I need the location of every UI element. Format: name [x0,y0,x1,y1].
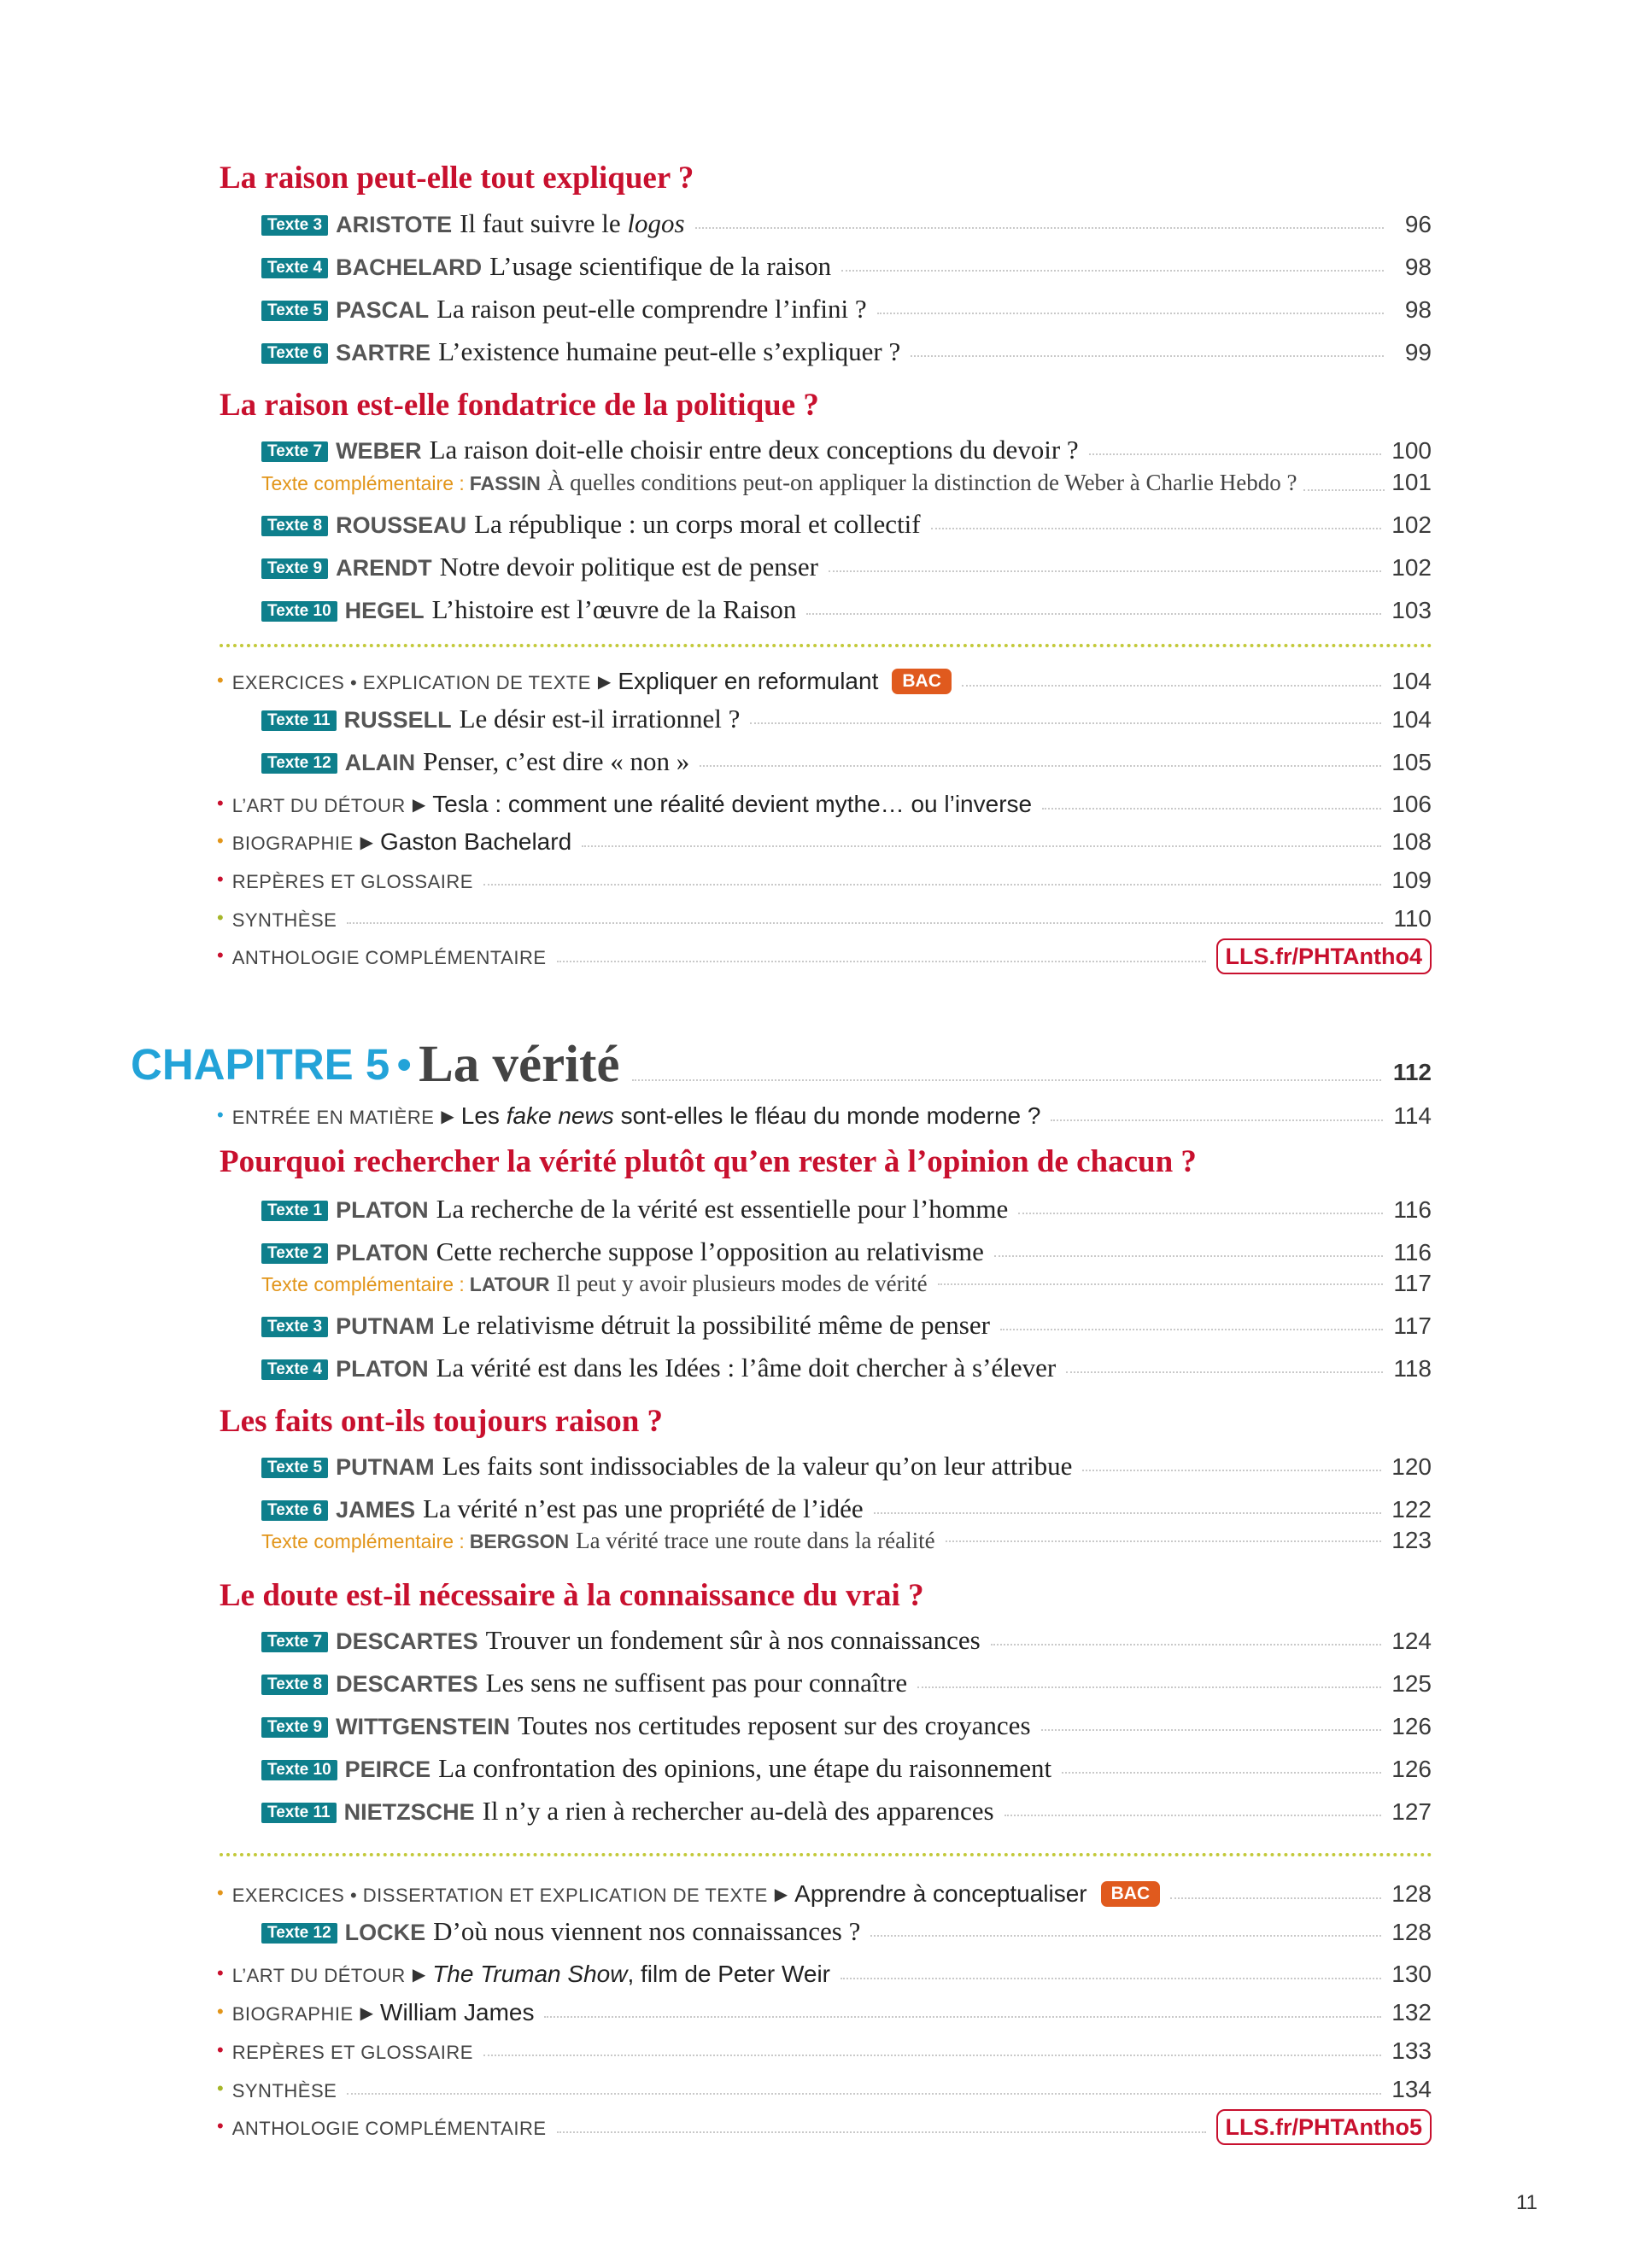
leader-dots [911,355,1384,357]
text-tag: Texte 11 [261,1803,337,1823]
page-number: 122 [1391,1496,1432,1523]
text-tag: Texte 3 [261,215,328,236]
entry-title: Il peut y avoir plusieurs modes de vérité [556,1271,928,1296]
entry-title: Notre devoir politique est de penser [439,552,818,582]
page-number: 109 [1391,867,1432,893]
separator-dotted [220,644,1432,647]
entry-title: La raison peut-elle comprendre l’infini ? [436,294,867,324]
text-tag: Texte 11 [261,710,337,731]
leader-dots [962,685,1381,687]
page-number: 127 [1391,1798,1432,1825]
entry-title: Il faut suivre le logos [460,208,685,238]
leader-dots [632,1079,1381,1081]
toc-entry[interactable] [261,248,1432,285]
leader-dots [1170,1897,1381,1899]
author: ARISTOTE [336,212,453,237]
page-number: 99 [1404,339,1432,365]
toc-entry[interactable] [261,1349,1432,1387]
category-label: SYNTHÈSE [231,2080,337,2101]
author: ROUSSEAU [336,512,467,538]
page-number: 123 [1391,1527,1432,1553]
arrow-right-icon: ▶ [774,1884,788,1904]
author: PLATON [336,1197,429,1223]
author: PEIRCE [344,1757,431,1782]
text-tag: Texte 4 [261,258,328,278]
author: SARTRE [336,340,431,365]
page-number: 132 [1391,1999,1432,2025]
text-tag: Texte 10 [261,1760,337,1780]
category-label: L’ART DU DÉTOUR [231,1965,406,1986]
section-title: Pourquoi rechercher la vérité plutôt qu’en rester à l’opinion de chacun ? [220,1144,1197,1179]
author: BERGSON [469,1530,570,1552]
bullet: • [217,2001,224,2022]
toc-entry[interactable] [261,333,1432,371]
page-number: 116 [1393,1196,1432,1223]
section-title: Le doute est-il nécessaire à la connaissance du vrai ? [220,1578,924,1613]
toc-art-du-detour[interactable] [217,1955,1432,1993]
bullet: • [217,2039,224,2060]
toc-reperes[interactable] [217,862,1432,899]
page-number: 98 [1404,254,1432,280]
toc-synthese[interactable] [217,2071,1432,2108]
toc-synthese[interactable] [217,900,1432,938]
page-number: 105 [1391,749,1432,775]
page-number: 120 [1391,1453,1432,1480]
toc-anthologie[interactable] [217,2109,1432,2147]
text-tag: Texte 12 [261,753,337,774]
chapter-heading[interactable] [131,1032,1432,1095]
toc-entry[interactable] [261,548,1432,586]
category-label: REPÈRES ET GLOSSAIRE [231,2042,473,2063]
bac-badge: BAC [892,669,952,694]
author: LATOUR [469,1273,550,1295]
bullet: • [217,1882,224,1903]
toc-reperes[interactable] [217,2032,1432,2070]
complementary-label: Texte complémentaire : [261,1530,465,1552]
entry-title: The Truman Show, film de Peter Weir [432,1961,831,1987]
bullet: • [217,2115,224,2136]
bullet: • [217,1104,224,1125]
entry-title: La raison doit-elle choisir entre deux conceptions du devoir ? [429,435,1079,465]
author: PLATON [336,1240,429,1266]
page-number: 117 [1393,1270,1432,1296]
author: WEBER [336,438,422,464]
category-label: L’ART DU DÉTOUR [231,795,406,816]
leader-dots [557,961,1206,962]
author: FASSIN [469,472,541,494]
page-number: 130 [1391,1961,1432,1987]
bullet: • [217,669,224,691]
page-number: 117 [1393,1312,1432,1339]
leader-dots [1042,808,1381,810]
leader-dots [874,1512,1382,1514]
page-number: 133 [1391,2037,1432,2064]
leader-dots [1041,1729,1382,1731]
toc-exercices[interactable] [217,1875,1432,1913]
text-tag: Texte 8 [261,516,328,536]
toc-entry-complementary[interactable] [261,1268,1432,1299]
text-tag: Texte 2 [261,1243,328,1264]
toc-exercices[interactable] [217,663,1432,700]
leader-dots [1000,1329,1383,1330]
toc-entry[interactable] [261,1750,1432,1787]
bullet: • [217,2078,224,2099]
text-tag: Texte 3 [261,1317,328,1337]
entry-title: Le relativisme détruit la possibilité même de penser [442,1310,990,1340]
separator-dotted [220,1853,1432,1856]
toc-anthologie[interactable] [217,938,1432,976]
page-number: 126 [1391,1713,1432,1739]
text-tag: Texte 7 [261,441,328,462]
leader-dots [1082,1470,1381,1471]
page-number: 112 [1392,1059,1432,1085]
toc-entry[interactable] [261,591,1432,628]
leader-dots [695,227,1384,229]
author: PUTNAM [336,1454,435,1480]
entry-title: Les faits sont indissociables de la valeur qu’on leur attribue [442,1451,1073,1481]
text-tag: Texte 10 [261,601,337,622]
arrow-right-icon: ▶ [597,671,612,692]
toc-entry[interactable] [261,1913,1432,1950]
author: LOCKE [344,1920,426,1945]
page-number: 100 [1391,437,1432,464]
author: JAMES [336,1497,416,1523]
anthology-link[interactable]: LLS.fr/PHTAntho4 [1216,938,1432,974]
toc-entry[interactable] [261,1707,1432,1745]
page-number: 125 [1391,1670,1432,1697]
leader-dots [931,528,1382,529]
text-tag: Texte 5 [261,301,328,321]
chapter-bullet: • [396,1040,413,1089]
author: PUTNAM [336,1313,435,1339]
toc-entry[interactable] [261,290,1432,328]
text-tag: Texte 8 [261,1675,328,1695]
text-tag: Texte 9 [261,558,328,579]
anthology-link[interactable]: LLS.fr/PHTAntho5 [1216,2109,1432,2145]
bullet: • [217,1962,224,1984]
category-label: EXERCICES • EXPLICATION DE TEXTE [231,672,591,693]
bullet: • [217,907,224,928]
entry-title: La confrontation des opinions, une étape du raisonnement [438,1753,1052,1783]
text-tag: Texte 6 [261,343,328,364]
page-number: 101 [1391,469,1432,495]
leader-dots [829,570,1381,572]
chapter-number: CHAPITRE 5 [131,1040,390,1089]
leader-dots [750,722,1381,724]
leader-dots [877,313,1384,314]
leader-dots [557,2131,1206,2133]
entry-title: Gaston Bachelard [380,828,572,855]
leader-dots [841,270,1384,272]
toc-entry[interactable] [261,1622,1432,1659]
category-label: SYNTHÈSE [231,909,337,931]
arrow-right-icon: ▶ [441,1106,454,1126]
entry-title: La recherche de la vérité est essentielle pour l’homme [436,1194,1009,1224]
toc-entree-en-matiere[interactable] [217,1097,1432,1135]
leader-dots [1062,1772,1381,1774]
author: DESCARTES [336,1671,478,1697]
category-label: BIOGRAPHIE [231,2003,354,2025]
leader-dots [938,1283,1384,1285]
bac-badge: BAC [1101,1881,1161,1907]
text-tag: Texte 6 [261,1500,328,1521]
text-tag: Texte 9 [261,1717,328,1738]
entry-title: La vérité trace une route dans la réalité [576,1528,935,1553]
leader-dots [840,1978,1381,1979]
author: ALAIN [344,750,416,775]
category-label: EXERCICES • DISSERTATION ET EXPLICATION DE TEXTE [231,1885,768,1906]
page-number: 102 [1391,511,1432,538]
page-number: 128 [1391,1880,1432,1907]
toc-entry[interactable] [261,743,1432,780]
author: DESCARTES [336,1628,478,1654]
entry-title: Apprendre à conceptualiser [794,1880,1087,1907]
author: NIETZSCHE [343,1799,475,1825]
leader-dots [917,1686,1381,1688]
page-number: 96 [1404,211,1432,237]
entry-title: L’usage scientifique de la raison [489,251,832,281]
entry-title: La vérité est dans les Idées : l’âme doit chercher à s’élever [436,1353,1057,1382]
entry-title: Les fake news sont-elles le fléau du monde moderne ? [460,1102,1041,1129]
category-label: REPÈRES ET GLOSSAIRE [231,871,473,892]
entry-title: Les sens ne suffisent pas pour connaître [485,1668,908,1698]
toc-entry-complementary[interactable] [261,467,1432,498]
toc-entry[interactable] [261,1664,1432,1702]
toc-entry[interactable] [261,1792,1432,1830]
entry-title: Expliquer en reformulant [618,668,879,694]
leader-dots [946,1540,1382,1542]
text-tag: Texte 4 [261,1359,328,1380]
leader-dots [347,2093,1381,2095]
toc-entry[interactable] [261,1490,1432,1528]
page-number: 103 [1391,597,1432,623]
chapter-title: La vérité [419,1036,620,1093]
author: HEGEL [344,598,425,623]
leader-dots [1018,1213,1383,1214]
category-label: BIOGRAPHIE [231,833,354,854]
toc-entry-complementary[interactable] [261,1525,1432,1556]
entry-title: L’histoire est l’œuvre de la Raison [431,594,797,624]
author: PASCAL [336,297,430,323]
complementary-label: Texte complémentaire : [261,1273,465,1295]
entry-title: L’existence humaine peut-elle s’expliquer ? [438,336,901,366]
arrow-right-icon: ▶ [412,794,426,815]
leader-dots [582,845,1381,847]
page-number: 98 [1404,296,1432,323]
leader-dots [991,1644,1382,1645]
page-number: 106 [1391,791,1432,817]
leader-dots [1303,489,1385,491]
page-number: 110 [1393,905,1432,932]
entry-title: La république : un corps moral et collectif [474,509,921,539]
page-number: 108 [1391,828,1432,855]
bullet: • [217,868,224,890]
bullet: • [217,944,224,966]
page-folio: 11 [1516,2191,1538,2214]
leader-dots [544,2016,1381,2018]
text-tag: Texte 7 [261,1632,328,1652]
entry-title: Toutes nos certitudes reposent sur des croyances [518,1710,1031,1740]
page-number: 134 [1391,2076,1432,2102]
category-label: ANTHOLOGIE COMPLÉMENTAIRE [231,2118,547,2139]
leader-dots [1004,1815,1382,1816]
toc-entry[interactable] [261,431,1432,469]
toc-entry[interactable] [261,700,1432,738]
entry-title: Le désir est-il irrationnel ? [459,704,741,734]
leader-dots [1051,1119,1383,1121]
toc-biographie[interactable] [217,1994,1432,2031]
page-number: 114 [1393,1102,1432,1129]
arrow-right-icon: ▶ [412,1964,426,1984]
toc-entry[interactable] [261,1190,1432,1228]
section-title: La raison est-elle fondatrice de la politique ? [220,388,819,423]
page-number: 118 [1393,1355,1432,1382]
page-number: 116 [1393,1239,1432,1266]
category-label: ANTHOLOGIE COMPLÉMENTAIRE [231,947,547,968]
entry-title: Tesla : comment une réalité devient mythe… ou l’inverse [432,791,1033,817]
text-tag: Texte 5 [261,1458,328,1478]
entry-title: Il n’y a rien à rechercher au-delà des apparences [482,1796,994,1826]
leader-dots [700,765,1381,767]
leader-dots [483,2055,1381,2056]
toc-biographie[interactable] [217,823,1432,861]
entry-title: À quelles conditions peut-on appliquer la distinction de Weber à Charlie Hebdo ? [547,470,1297,495]
entry-title: Cette recherche suppose l’opposition au relativisme [436,1236,984,1266]
leader-dots [994,1255,1383,1257]
author: RUSSELL [343,707,452,733]
category-label: ENTRÉE EN MATIÈRE [231,1107,435,1128]
bullet: • [217,830,224,851]
text-tag: Texte 1 [261,1201,328,1221]
leader-dots [1066,1371,1383,1373]
text-tag: Texte 12 [261,1923,337,1944]
author: PLATON [336,1356,429,1382]
arrow-right-icon: ▶ [360,832,374,852]
bullet: • [217,792,224,814]
toc-entry[interactable] [261,1447,1432,1485]
leader-dots [870,1935,1381,1937]
leader-dots [483,884,1381,886]
page-number: 104 [1391,668,1432,694]
complementary-label: Texte complémentaire : [261,472,465,494]
entry-title: Trouver un fondement sûr à nos connaissances [485,1625,981,1655]
arrow-right-icon: ▶ [360,2002,374,2023]
entry-title: D’où nous viennent nos connaissances ? [433,1916,861,1946]
toc-entry[interactable] [261,1233,1432,1271]
page-number: 104 [1391,706,1432,733]
toc-entry[interactable] [261,205,1432,243]
entry-title: Penser, c’est dire « non » [423,746,690,776]
author: WITTGENSTEIN [336,1714,511,1739]
leader-dots [347,922,1383,924]
toc-entry[interactable] [261,506,1432,543]
page-number: 124 [1391,1628,1432,1654]
page-number: 126 [1391,1756,1432,1782]
toc-entry[interactable] [261,1306,1432,1344]
leader-dots [806,613,1381,615]
entry-title: William James [380,1999,535,2025]
page-number: 128 [1391,1919,1432,1945]
author: BACHELARD [336,254,483,280]
author: ARENDT [336,555,432,581]
page-number: 102 [1391,554,1432,581]
section-title: La raison peut-elle tout expliquer ? [220,161,694,196]
toc-art-du-detour[interactable] [217,786,1432,823]
leader-dots [1089,453,1382,455]
entry-title: La vérité n’est pas une propriété de l’idée [423,1493,864,1523]
section-title: Les faits ont-ils toujours raison ? [220,1404,664,1439]
